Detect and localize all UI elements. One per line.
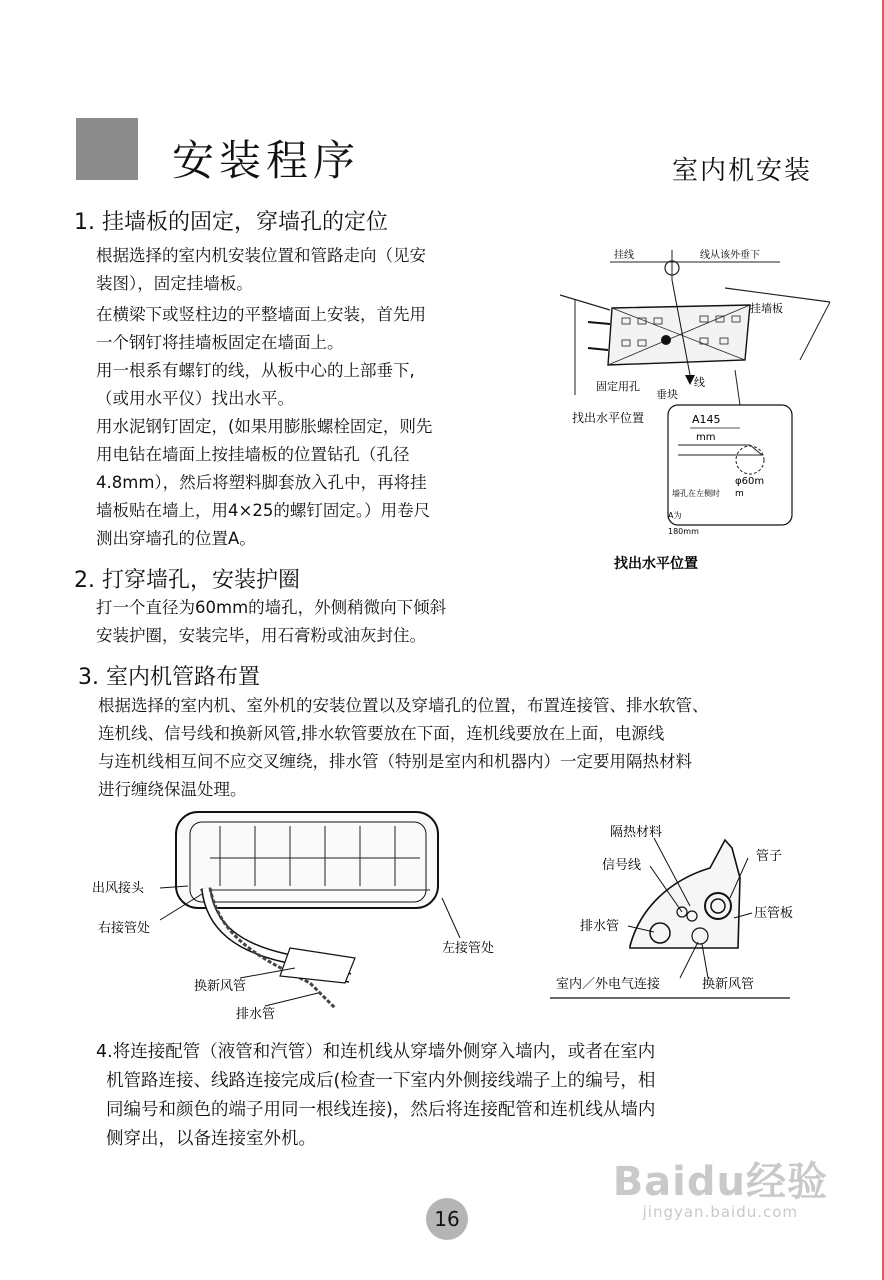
inset-left-note: 墙孔在左侧时 — [672, 489, 720, 498]
section3-line: 与连机线相互间不应交叉缠绕，排水管（特别是室内和机器内）一定要用隔热材料 — [98, 752, 692, 771]
inset-a-note: A为 — [668, 511, 682, 520]
section1-line: 用水泥钢钉固定，(如果用膨胀螺栓固定，则先 — [96, 417, 433, 436]
section1-line: 墙板贴在墙上，用4×25的螺钉固定。）用卷尺 — [96, 501, 431, 520]
label-line: 线 — [694, 376, 705, 389]
label-left-pipe: 左接管处 — [442, 941, 495, 956]
section1-line: 测出穿墙孔的位置A。 — [96, 529, 256, 548]
section3-line: 根据选择的室内机、室外机的安装位置以及穿墙孔的位置，布置连接管、排水软管、 — [98, 696, 709, 715]
label-drain-pipe: 排水管 — [580, 919, 620, 934]
section1-line: 在横梁下或竖柱边的平整墙面上安装，首先用 — [96, 305, 426, 324]
page-subtitle: 室内机安装 — [672, 156, 813, 186]
section4-line: 侧穿出，以备连接室外机。 — [106, 1129, 316, 1149]
section2-body — [96, 594, 446, 650]
section1-line: 4.8mm），然后将塑料脚套放入孔中，再将挂 — [96, 473, 427, 492]
section1-heading: 1. 挂墙板的固定，穿墙孔的定位 — [74, 210, 388, 235]
section1-line: 一个钢钉将挂墙板固定在墙面上。 — [96, 333, 344, 352]
figure1-caption: 找出水平位置 — [614, 556, 698, 572]
pipe-cross-section-diagram — [550, 818, 810, 1008]
section3-line: 进行缠绕保温处理。 — [98, 780, 247, 799]
section2-line: 安装护圈，安装完毕，用石膏粉或油灰封住。 — [96, 626, 426, 645]
inset-diameter: φ60m — [735, 476, 765, 487]
section1-line: 装图），固定挂墙板。 — [96, 274, 253, 293]
section1-line: （或用水平仪）找出水平。 — [96, 389, 294, 408]
section4-line: 同编号和颜色的端子用同一根线连接)，然后将连接配管和连机线从墙内 — [106, 1100, 656, 1120]
watermark-brand: Baidu经验 — [612, 1159, 828, 1205]
inset-a145: A145 — [692, 413, 721, 426]
indoor-unit-diagram — [90, 808, 520, 1028]
section3-heading: 3. 室内机管路布置 — [78, 665, 260, 690]
baidu-watermark — [613, 1150, 828, 1221]
section3-body — [98, 692, 709, 804]
section3-line: 连机线、信号线和换新风管,排水软管要放在下面，连机线要放在上面，电源线 — [98, 724, 665, 743]
label-drain: 排水管 — [236, 1007, 276, 1022]
inset-mm: mm — [696, 432, 716, 443]
label-clamp: 压管板 — [754, 906, 794, 921]
section4-line: 机管路连接、线路连接完成后(检查一下室内外侧接线端子上的编号，相 — [106, 1071, 656, 1091]
label-fresh-air: 换新风管 — [194, 979, 247, 994]
wall-board-diagram — [550, 240, 850, 580]
title-block — [76, 118, 138, 180]
section1-line: 用电钻在墙面上按挂墙板的位置钻孔（孔径 — [96, 445, 410, 464]
section1-line: 用一根系有螺钉的线，从板中心的上部垂下, — [96, 361, 415, 380]
label-hang-line: 挂线 — [614, 250, 634, 261]
label-weight: 垂块 — [656, 388, 678, 401]
section1-body — [96, 242, 432, 553]
page-number: 16 — [426, 1198, 468, 1240]
label-fix-hole: 固定用孔 — [596, 380, 640, 393]
inset-180: 180mm — [668, 527, 699, 536]
section2-heading: 2. 打穿墙孔，安装护圈 — [74, 568, 300, 593]
label-fresh-air-pipe: 换新风管 — [702, 977, 755, 992]
section1-line: 根据选择的室内机安装位置和管路走向（见安 — [96, 246, 426, 265]
label-level: 找出水平位置 — [572, 411, 645, 425]
label-right-pipe: 右接管处 — [98, 921, 151, 936]
label-plumb-line: 线从该外垂下 — [700, 250, 760, 261]
watermark-url: jingyan.baidu.com — [642, 1203, 799, 1221]
section2-line: 打一个直径为60mm的墙孔，外侧稍微向下倾斜 — [96, 598, 447, 617]
label-pipe: 管子 — [756, 849, 783, 864]
label-electric: 室内／外电气连接 — [556, 977, 661, 992]
label-wall-board: 挂墙板 — [750, 302, 783, 315]
section4-line: 4.将连接配管（液管和汽管）和连机线从穿墙外侧穿入墙内，或者在室内 — [96, 1042, 656, 1062]
label-outlet: 出风接头 — [92, 881, 145, 896]
section4-body — [96, 1038, 655, 1154]
inset-m: m — [735, 489, 744, 499]
page-title: 安装程序 — [172, 136, 361, 185]
label-insulation: 隔热材料 — [610, 825, 663, 840]
label-signal-wire: 信号线 — [602, 858, 642, 873]
